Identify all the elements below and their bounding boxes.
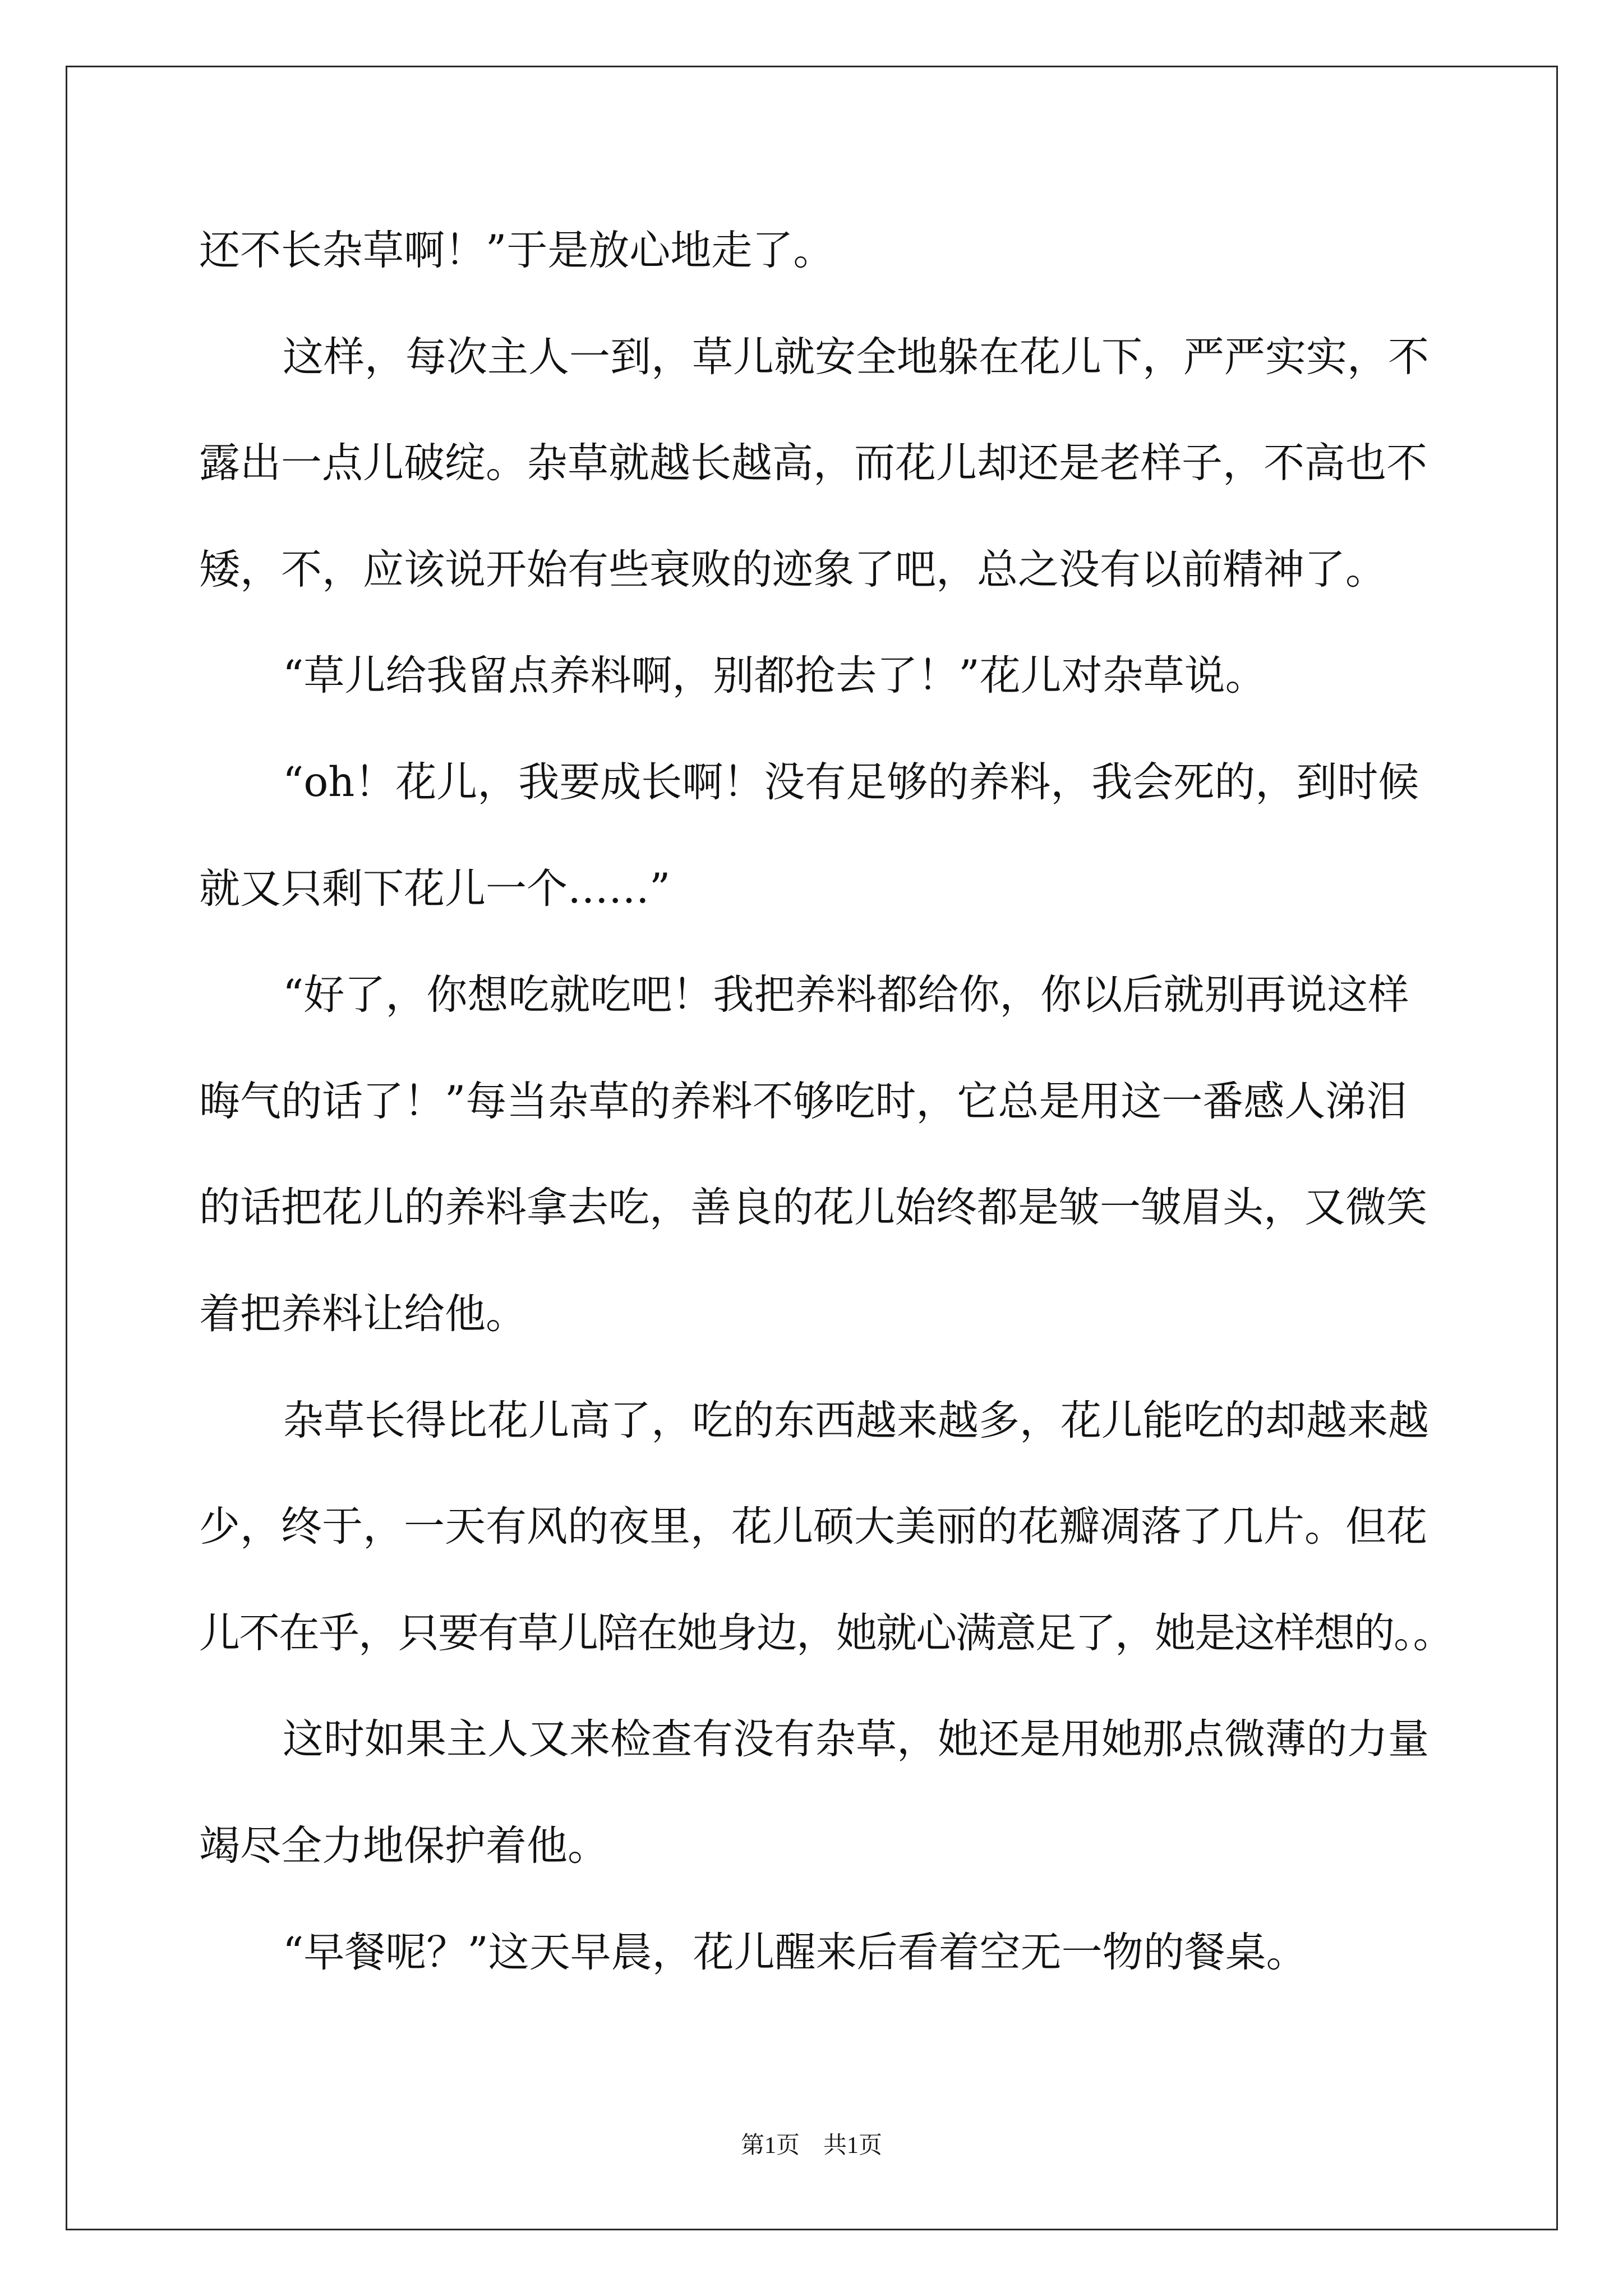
paragraph — [199, 1368, 1545, 1687]
paragraph — [199, 1899, 1545, 2006]
page-footer — [0, 2132, 1623, 2160]
text-line: 还不长杂草啊！”于是放心地走了。 — [199, 227, 834, 274]
text-line: “oh！花儿，我要成长啊！没有足够的养料，我会死的，到时候 — [283, 758, 1419, 806]
paragraph — [199, 197, 1545, 304]
text-line: 竭尽全力地保护着他。 — [199, 1821, 608, 1870]
paragraph — [199, 304, 1545, 623]
paragraph — [199, 942, 1545, 1367]
text-line: “好了，你想吃就吃吧！我把养料都给你，你以后就别再说这样 — [283, 971, 1409, 1019]
paragraph — [199, 623, 1545, 729]
text-line: 着把养料让给他。 — [199, 1290, 527, 1338]
text-line: 露出一点儿破绽。杂草就越长越高，而花儿却还是老样子，不高也不 — [199, 439, 1427, 487]
page-number: 第1页 — [740, 2133, 800, 2159]
text-line: 少，终于，一天有风的夜里，花儿硕大美丽的花瓣凋落了几片。但花 — [199, 1503, 1427, 1551]
text-line: 这样，每次主人一到，草儿就安全地躲在花儿下，严严实实，不 — [283, 333, 1429, 381]
text-line: 这时如果主人又来检查有没有杂草，她还是用她那点微薄的力量 — [283, 1715, 1429, 1764]
text-line: 儿不在乎，只要有草儿陪在她身边，她就心满意足了，她是这样想的。。 — [199, 1609, 1453, 1657]
text-line: 的话把花儿的养料拿去吃，善良的花儿始终都是皱一皱眉头，又微笑 — [199, 1184, 1427, 1232]
document-body — [199, 197, 1545, 2005]
paragraph — [199, 729, 1545, 942]
page-total: 共1页 — [823, 2133, 883, 2159]
text-line: 矮，不，应该说开始有些衰败的迹象了吧，总之没有以前精神了。 — [199, 545, 1386, 593]
text-line: “草儿给我留点养料啊，别都抢去了！”花儿对杂草说。 — [283, 652, 1266, 700]
text-line: 就又只剩下花儿一个……” — [199, 864, 671, 913]
text-line: 杂草长得比花儿高了，吃的东西越来越多，花儿能吃的却越来越 — [283, 1396, 1429, 1444]
paragraph — [199, 1686, 1545, 1899]
text-line: “早餐呢？”这天早晨，花儿醒来后看着空无一物的餐桌。 — [283, 1928, 1307, 1976]
text-line: 晦气的话了！”每当杂草的养料不够吃时，它总是用这一番感人涕泪 — [199, 1077, 1408, 1125]
